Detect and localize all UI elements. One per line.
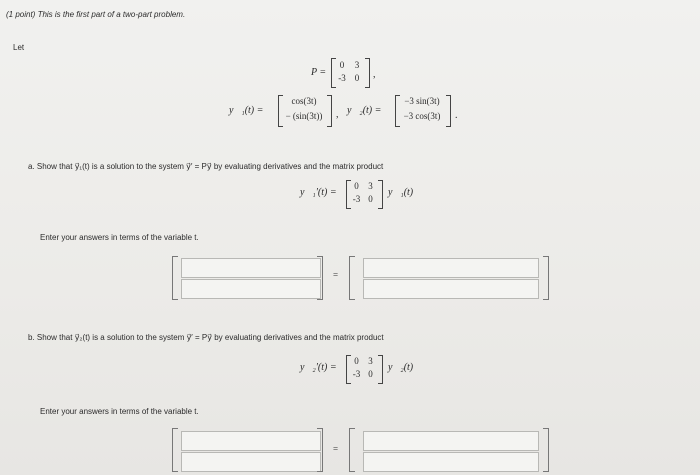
matrix-p-cell: 0 [354,73,360,83]
part-a-rhs: y⃗₁(t) [388,187,414,198]
matrix-cell: 0 [368,194,373,204]
matrix-cell: 0 [354,356,359,366]
y2-entry: −3 sin(3t) [404,96,440,106]
y1-label: y⃗₁(t) = [229,105,264,116]
part-b-rhs: y⃗₂(t) [388,362,414,373]
matrix-cell: 0 [354,181,359,191]
matrix-cell: 3 [368,181,373,191]
part-b-right-top-input[interactable] [363,431,539,451]
part-b-equals: = [333,444,339,454]
part-a-equals: = [333,270,339,280]
matrix-p-label: P = [311,67,327,78]
part-b-prompt: b. Show that y⃗₂(t) is a solution to the system y⃗′ = Py⃗ by evaluating derivatives and the matrix product [28,333,384,342]
part-b-right-bottom-input[interactable] [363,452,539,472]
part-a-right-bottom-input[interactable] [363,279,539,299]
matrix-p-cell: 3 [354,60,360,70]
part-a-left-top-input[interactable] [181,258,321,278]
y2-period: . [455,110,458,121]
part-a-right-top-input[interactable] [363,258,539,278]
part-a-instructions: Enter your answers in terms of the variable t. [40,233,199,242]
matrix-cell: 3 [368,356,373,366]
problem-header: (1 point) This is the first part of a two-part problem. [6,10,186,19]
matrix-p-cell: 0 [339,60,345,70]
matrix-p-cell: -3 [338,73,346,83]
matrix-cell: -3 [352,369,361,379]
let-label: Let [13,43,25,52]
matrix-p-comma: , [373,69,376,80]
part-b-instructions: Enter your answers in terms of the variable t. [40,407,199,416]
y1-entry: cos(3t) [291,96,317,106]
y1-comma: , [336,109,339,120]
part-a-prompt: a. Show that y⃗₁(t) is a solution to the system y⃗′ = Py⃗ by evaluating derivatives and the matrix product [28,162,384,171]
y2-label: y⃗₂(t) = [347,105,382,116]
part-a-lhs: y⃗₁′(t) = [300,187,337,198]
y1-entry: − (sin(3t)) [285,111,323,121]
part-b-left-top-input[interactable] [181,431,321,451]
matrix-cell: -3 [352,194,361,204]
matrix-cell: 0 [368,369,373,379]
part-b-left-bottom-input[interactable] [181,452,321,472]
part-a-left-bottom-input[interactable] [181,279,321,299]
y2-entry: −3 cos(3t) [403,111,441,121]
part-b-lhs: y⃗₂′(t) = [300,362,337,373]
